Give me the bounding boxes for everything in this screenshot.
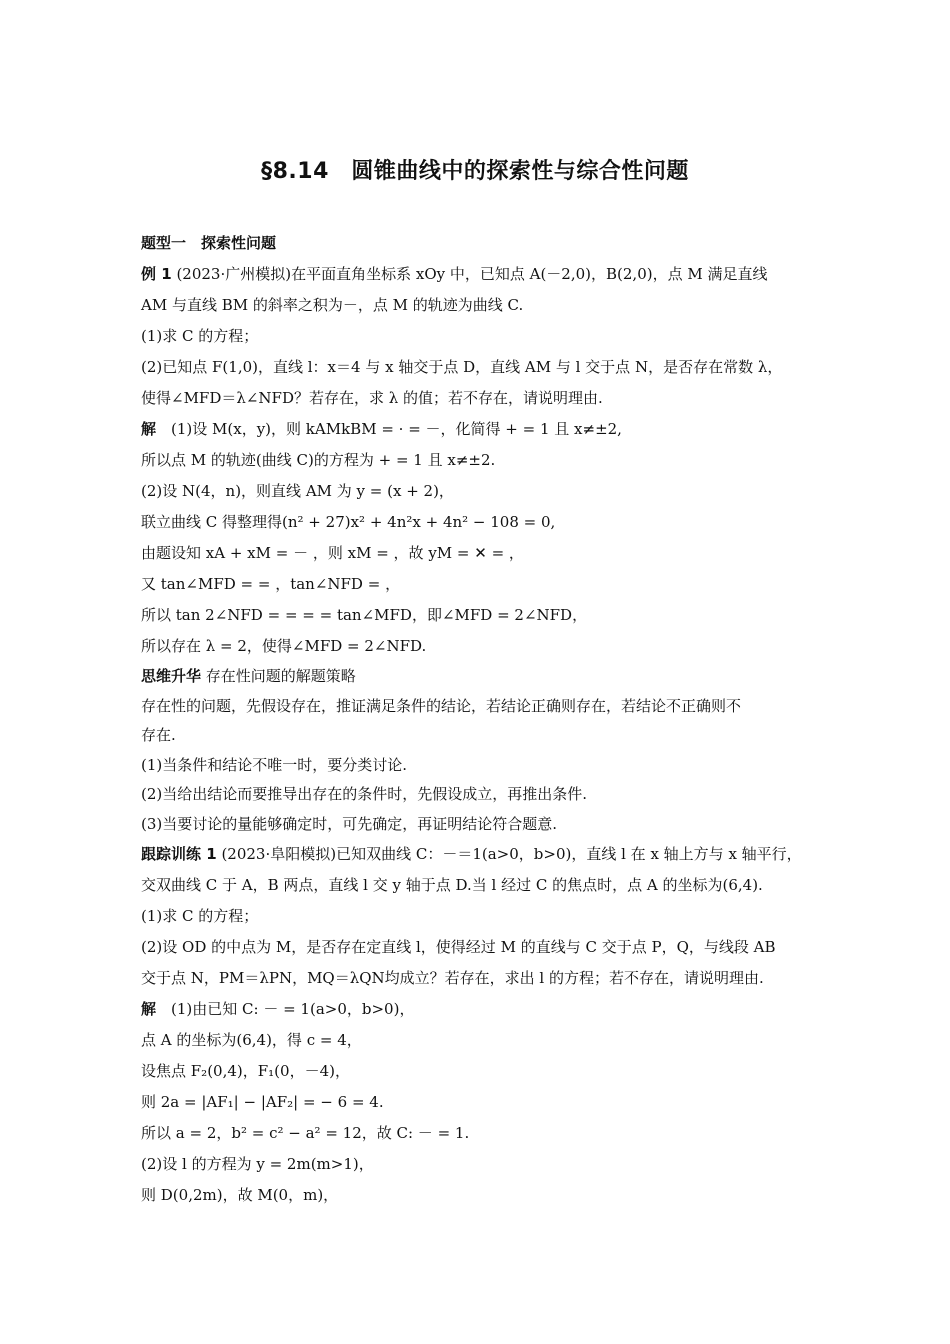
solution-2 bbox=[141, 994, 821, 1211]
solution-line: 所以 a = 2，b² = c² − a² = 12，故 C: － = 1. bbox=[141, 1124, 470, 1142]
solution-label: 解 bbox=[141, 1000, 157, 1018]
example-line-text: (2023·广州模拟)在平面直角坐标系 xOy 中，已知点 A(－2,0)，B(2,0)，点 M 满足直线 bbox=[171, 265, 768, 283]
practice-label: 跟踪训练 1 bbox=[141, 845, 217, 863]
solution-line: 则 D(0,2m)，故 M(0，m)， bbox=[141, 1186, 339, 1204]
solution-line: 联立曲线 C 得整理得(n² + 27)x² + 4n²x + 4n² − 108 = 0, bbox=[141, 513, 556, 531]
example-line: 使得∠MFD＝λ∠NFD？若存在，求 λ 的值；若不存在，请说明理由. bbox=[141, 389, 603, 407]
thinking-title: 存在性问题的解题策略 bbox=[201, 667, 356, 685]
thinking-line: (3)当要讨论的量能够确定时，可先确定，再证明结论符合题意. bbox=[141, 814, 558, 833]
solution-1 bbox=[141, 414, 821, 662]
practice-line: (1)求 C 的方程； bbox=[141, 907, 259, 925]
thinking-line: (1)当条件和结论不唯一时，要分类讨论. bbox=[141, 755, 408, 774]
thinking-title-line bbox=[141, 662, 821, 692]
solution-line-text: (1)由已知 C: － = 1(a>0，b>0)， bbox=[156, 1000, 415, 1018]
solution-line-text: (1)设 M(x，y)，则 kAMkBM = · = －，化简得 + = 1 且 x≠±2, bbox=[156, 420, 622, 438]
solution-line: (2)设 l 的方程为 y = 2m(m>1)， bbox=[141, 1155, 374, 1173]
practice-line bbox=[141, 839, 821, 870]
solution-line: 又 tan∠MFD = = ，tan∠NFD = ， bbox=[141, 575, 401, 593]
solution-line: 则 2a = |AF₁| − |AF₂| = − 6 = 4. bbox=[141, 1093, 384, 1111]
practice-line: 交双曲线 C 于 A，B 两点，直线 l 交 y 轴于点 D.当 l 经过 C 的焦点时，点 A 的坐标为(6,4). bbox=[141, 876, 763, 894]
example-line: AM 与直线 BM 的斜率之积为－，点 M 的轨迹为曲线 C. bbox=[141, 296, 524, 314]
example-line: (2)已知点 F(1,0)，直线 l：x＝4 与 x 轴交于点 D，直线 AM 与 l 交于点 N，是否存在常数 λ， bbox=[141, 358, 783, 376]
example-label: 例 1 bbox=[141, 265, 172, 283]
solution-line: 所以 tan 2∠NFD = = = = tan∠MFD，即∠MFD = 2∠NFD， bbox=[141, 606, 588, 624]
solution-line: 由题设知 xA + xM = － ，则 xM = ，故 yM = ✕ = ， bbox=[141, 544, 524, 562]
solution-line bbox=[141, 414, 821, 445]
thinking-line: 存在. bbox=[141, 726, 176, 744]
practice-line-text: (2023·阜阳模拟)已知双曲线 C：－＝1(a>0，b>0)，直线 l 在 x 轴上方与 x 轴平行， bbox=[216, 845, 802, 863]
section-heading: 题型一 探索性问题 bbox=[141, 234, 277, 252]
page-title: §8.14 圆锥曲线中的探索性与综合性问题 bbox=[261, 159, 689, 184]
practice-line: (2)设 OD 的中点为 M，是否存在定直线 l，使得经过 M 的直线与 C 交于点 P，Q，与线段 AB bbox=[141, 938, 776, 956]
example-line bbox=[141, 259, 821, 290]
example-1 bbox=[141, 259, 821, 414]
solution-line bbox=[141, 994, 821, 1025]
solution-label: 解 bbox=[141, 420, 157, 438]
thinking-line: (2)当给出结论而要推导出存在的条件时，先假设成立，再推出条件. bbox=[141, 785, 588, 803]
thinking-line: 存在性的问题，先假设存在，推证满足条件的结论，若结论正确则存在，若结论不正确则不 bbox=[141, 696, 742, 715]
solution-line: 点 A 的坐标为(6,4)，得 c = 4， bbox=[141, 1031, 362, 1049]
solution-line: 设焦点 F₂(0,4)，F₁(0，－4)， bbox=[141, 1062, 350, 1080]
thinking-box bbox=[141, 662, 821, 839]
solution-line: 所以点 M 的轨迹(曲线 C)的方程为 + = 1 且 x≠±2. bbox=[141, 451, 496, 469]
solution-line: 所以存在 λ = 2，使得∠MFD = 2∠NFD. bbox=[141, 637, 427, 655]
document-body bbox=[141, 228, 821, 1211]
thinking-label: 思维升华 bbox=[141, 667, 202, 685]
example-line: (1)求 C 的方程； bbox=[141, 327, 259, 345]
practice-line: 交于点 N，PM＝λPN，MQ＝λQN均成立？若存在，求出 l 的方程；若不存在，请说明理由. bbox=[141, 969, 764, 987]
solution-line: (2)设 N(4，n)，则直线 AM 为 y = (x + 2)， bbox=[141, 482, 454, 500]
practice-1 bbox=[141, 839, 821, 994]
